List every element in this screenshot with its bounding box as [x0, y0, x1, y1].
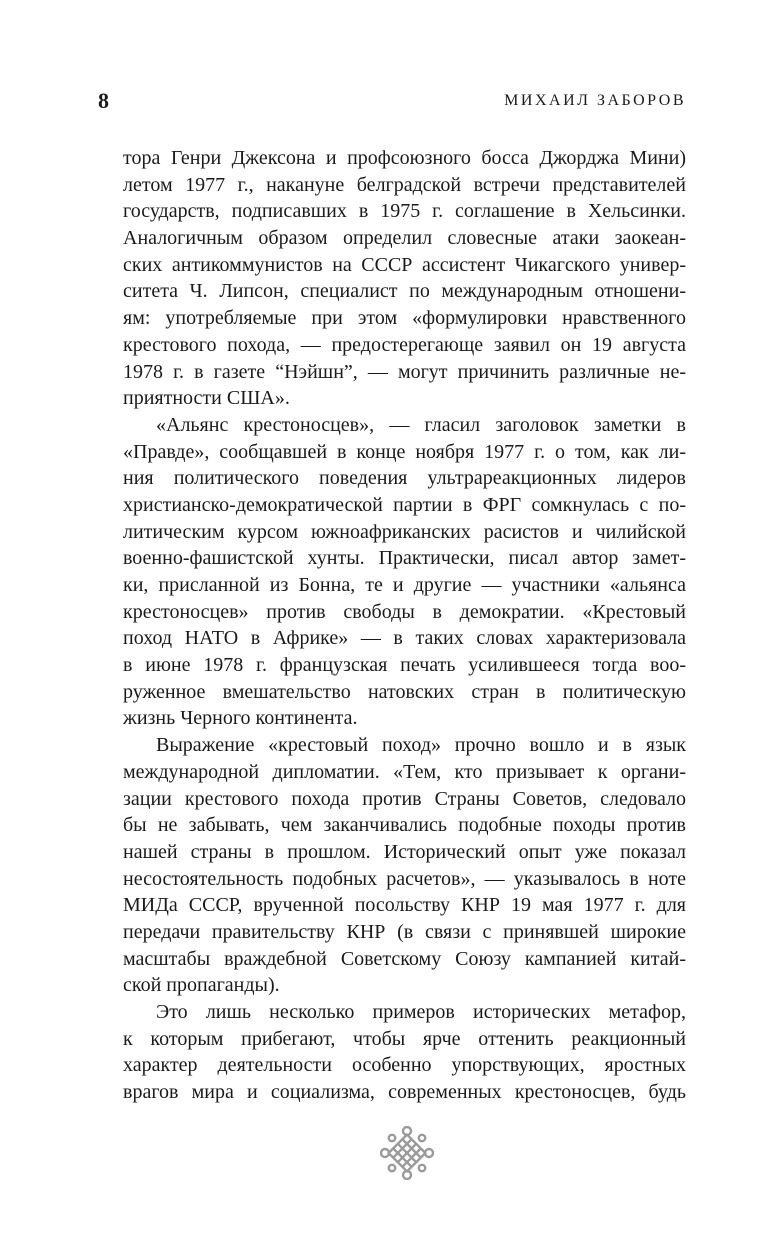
endless-knot-ornament-icon [380, 1126, 434, 1180]
text-line: крестоносцев» против свободы в демократии. «Крестовый [123, 600, 686, 623]
text-line: Аналогичным образом определил словесные атаки заокеан- [123, 227, 686, 250]
text-line: жизнь Черного континента. [123, 707, 358, 730]
text-line: нашей страны в прошлом. Исторический опыт уже показал [123, 840, 686, 863]
text-line: ских антикоммунистов на СССР ассистент Чикагского универ- [123, 253, 686, 276]
text-line: литическим курсом южноафриканских расистов и чилийской [123, 520, 686, 543]
text-line: летом 1977 г., накануне белградской встречи представителей [123, 173, 686, 196]
body-text [123, 145, 686, 1106]
text-line: международной дипломатии. «Тем, кто призывает к органи- [123, 760, 686, 783]
text-line: приятности США». [123, 387, 290, 410]
text-line: тора Генри Джексона и профсоюзного босса Джорджа Мини) [123, 147, 686, 169]
page-number: 8 [98, 88, 109, 113]
text-line: «Правде», сообщавшей в конце ноября 1977 г. о том, как ли- [123, 440, 686, 463]
text-line: МИДа СССР, врученной посольству КНР 19 мая 1977 г. для [123, 894, 686, 917]
text-line: несостоятельность подобных расчетов», — указывалось в ноте [123, 867, 686, 890]
text-line: к которым прибегают, чтобы ярче оттенить реакционный [123, 1027, 686, 1050]
text-line: руженное вмешательство натовских стран в политическую [123, 680, 686, 703]
text-line: Выражение «крестовый поход» прочно вошло и в язык [156, 734, 686, 757]
text-line: военно-фашистской хунты. Практически, писал автор замет- [123, 547, 686, 570]
text-line: христианско-демократической партии в ФРГ сомкнулась с по- [123, 493, 686, 516]
text-line: ки, присланной из Бонна, те и другие — участники «альянса [123, 574, 686, 596]
text-line: масштабы враждебной Советскому Союзу кампанией китай- [123, 947, 686, 970]
text-line: 1978 г. в газете “Нэйшн”, — могут причинить различные не- [123, 360, 686, 383]
text-line: ской пропаганды). [123, 974, 280, 997]
text-line: бы не забывать, чем заканчивались подобные походы против [123, 814, 686, 837]
text-line: передачи правительству КНР (в связи с принявшей широкие [123, 920, 686, 943]
text-line: зации крестового похода против Страны Советов, следовало [123, 787, 686, 810]
text-line: Это лишь несколько примеров исторических метафор, [156, 1001, 686, 1023]
text-line: крестового похода, — предостерегающе заявил он 19 августа [123, 333, 686, 356]
running-head-author: МИХАИЛ ЗАБОРОВ [504, 92, 686, 109]
page-header [98, 88, 686, 118]
text-line: в июне 1978 г. французская печать усилившееся тогда воо- [123, 654, 686, 677]
text-line: государств, подписавших в 1975 г. соглашение в Хельсинки. [123, 200, 686, 223]
text-line: характер деятельности особенно упорствующих, яростных [123, 1054, 686, 1077]
text-line: поход НАТО в Африке» — в таких словах характеризовала [123, 627, 686, 650]
text-line: ситета Ч. Липсон, специалист по международным отношени- [123, 280, 686, 303]
text-line: ям: употребляемые при этом «формулировки нравственного [123, 307, 686, 330]
text-line: врагов мира и социализма, современных крестоносцев, будь [123, 1081, 686, 1104]
text-line: «Альянс крестоносцев», — гласил заголовок заметки в [156, 413, 686, 436]
text-line: ния политического поведения ультрареакционных лидеров [123, 467, 686, 490]
